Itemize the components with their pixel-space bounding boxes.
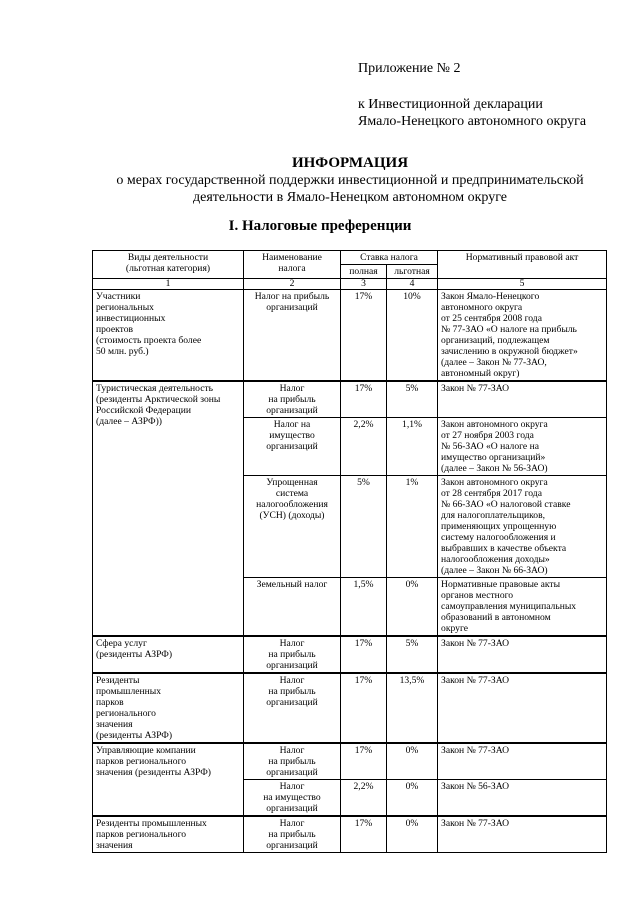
rate-preferential-cell: 1,1%	[387, 418, 438, 476]
table-row	[93, 636, 607, 673]
legal-act-cell: Закон № 77-ЗАО	[438, 381, 607, 418]
activity-cell: Участники региональных инвестиционных проектов (стоимость проекта более 50 млн. руб.)	[93, 290, 244, 382]
activity-cell: Управляющие компании парков регионального значения (резиденты АЗРФ)	[93, 743, 244, 816]
legal-act-cell: Закон № 77-ЗАО	[438, 743, 607, 780]
table-body	[93, 251, 607, 853]
rate-full-cell: 2,2%	[341, 418, 387, 476]
tax-name-cell: Упрощенная система налогообложения (УСН) (доходы)	[244, 476, 341, 578]
rate-preferential-cell: 5%	[387, 381, 438, 418]
table-row	[93, 743, 607, 780]
document-title	[60, 155, 640, 206]
header-rate-preferential: льготная	[387, 265, 438, 279]
rate-preferential-cell: 0%	[387, 743, 438, 780]
rate-preferential-cell: 10%	[387, 290, 438, 382]
rate-preferential-cell: 5%	[387, 636, 438, 673]
rate-full-cell: 17%	[341, 290, 387, 382]
rate-full-cell: 17%	[341, 673, 387, 743]
header-row	[93, 251, 607, 265]
legal-act-cell: Закон № 56-ЗАО	[438, 780, 607, 817]
activity-cell: Сфера услуг (резиденты АЗРФ)	[93, 636, 244, 673]
tax-name-cell: Налог на имущество организаций	[244, 780, 341, 817]
rate-preferential-cell: 13,5%	[387, 673, 438, 743]
legal-act-cell: Нормативные правовые акты органов местного самоуправления муниципальных образований в автономном округе	[438, 578, 607, 637]
rate-full-cell: 5%	[341, 476, 387, 578]
table-row	[93, 290, 607, 382]
tax-name-cell: Налог на прибыль организаций	[244, 743, 341, 780]
rate-full-cell: 17%	[341, 743, 387, 780]
tax-name-cell: Налог на прибыль организаций	[244, 381, 341, 418]
title-heading: ИНФОРМАЦИЯ	[291, 155, 409, 171]
rate-full-cell: 17%	[341, 381, 387, 418]
table-row	[93, 816, 607, 853]
title-line-2: деятельности в Ямало-Ненецком автономном округе	[192, 190, 507, 205]
activity-cell: Резиденты промышленных парков регионального значения	[93, 816, 244, 853]
header-legal-act: Нормативный правовой акт	[438, 251, 607, 279]
legal-act-cell: Закон автономного округа от 28 сентября 2017 года № 66-ЗАО «О налоговой ставке для налогоплательщиков, применяющих упрощенную систему налогообложения и выбравших в качестве объекта налогообложения доходы» (далее – Закон № 66-ЗАО)	[438, 476, 607, 578]
rate-full-cell: 1,5%	[341, 578, 387, 637]
column-number: 4	[387, 279, 438, 290]
appendix-block	[358, 60, 586, 130]
activity-cell: Туристическая деятельность (резиденты Арктической зоны Российской Федерации (далее – АЗРФ))	[93, 381, 244, 636]
column-number: 1	[93, 279, 244, 290]
header-activity: Виды деятельности (льготная категория)	[93, 251, 244, 279]
tax-name-cell: Налог на прибыль организаций	[244, 290, 341, 382]
tax-name-cell: Налог на имущество организаций	[244, 418, 341, 476]
rate-preferential-cell: 1%	[387, 476, 438, 578]
table-row	[93, 673, 607, 743]
appendix-reference: к Инвестиционной декларации	[358, 97, 543, 112]
tax-name-cell: Земельный налог	[244, 578, 341, 637]
legal-act-cell: Закон № 77-ЗАО	[438, 636, 607, 673]
rate-full-cell: 2,2%	[341, 780, 387, 817]
tax-name-cell: Налог на прибыль организаций	[244, 673, 341, 743]
tax-preferences-table	[92, 250, 607, 853]
legal-act-cell: Закон № 77-ЗАО	[438, 673, 607, 743]
legal-act-cell: Закон Ямало-Ненецкого автономного округа от 25 сентября 2008 года № 77-ЗАО «О налоге на прибыль организаций, подлежащем зачислению в окружной бюджет» (далее – Закон № 77-ЗАО, автономный округ)	[438, 290, 607, 382]
activity-cell: Резиденты промышленных парков регионального значения (резиденты АЗРФ)	[93, 673, 244, 743]
title-line-1: о мерах государственной поддержки инвестиционной и предпринимательской	[116, 173, 584, 188]
table-row	[93, 381, 607, 418]
tax-name-cell: Налог на прибыль организаций	[244, 636, 341, 673]
column-number: 5	[438, 279, 607, 290]
section-heading: I. Налоговые преференции	[228, 218, 412, 234]
header-tax-name: Наименование налога	[244, 251, 341, 279]
rate-preferential-cell: 0%	[387, 816, 438, 853]
tax-name-cell: Налог на прибыль организаций	[244, 816, 341, 853]
legal-act-cell: Закон автономного округа от 27 ноября 2003 года № 56-ЗАО «О налоге на имущество организаций» (далее – Закон № 56-ЗАО)	[438, 418, 607, 476]
column-number-row	[93, 279, 607, 290]
rate-full-cell: 17%	[341, 816, 387, 853]
header-rate-full: полная	[341, 265, 387, 279]
rate-preferential-cell: 0%	[387, 780, 438, 817]
column-number: 3	[341, 279, 387, 290]
column-number: 2	[244, 279, 341, 290]
appendix-number: Приложение № 2	[358, 61, 461, 76]
appendix-region: Ямало-Ненецкого автономного округа	[358, 114, 587, 129]
legal-act-cell: Закон № 77-ЗАО	[438, 816, 607, 853]
header-rate: Ставка налога	[341, 251, 438, 265]
rate-preferential-cell: 0%	[387, 578, 438, 637]
rate-full-cell: 17%	[341, 636, 387, 673]
